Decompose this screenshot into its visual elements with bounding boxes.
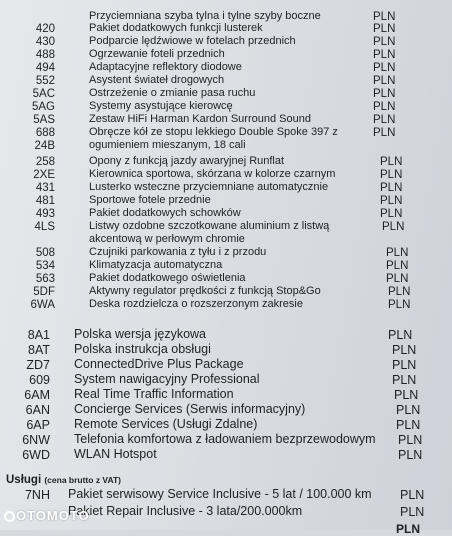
table-row bbox=[0, 22, 452, 36]
table-row bbox=[0, 113, 452, 127]
option-code: 6WA bbox=[30, 299, 55, 311]
option-code: 5AG bbox=[31, 101, 55, 113]
option-code: 552 bbox=[35, 75, 55, 87]
option-price: PLN bbox=[400, 505, 425, 519]
table-row bbox=[0, 74, 452, 88]
table-row bbox=[0, 155, 452, 169]
option-description: Pakiet serwisowy Service Inclusive - 5 lat / 100.000 km bbox=[68, 487, 372, 501]
option-price: PLN bbox=[386, 273, 409, 285]
option-description: Adaptacyjne reflektory diodowe bbox=[89, 61, 242, 73]
table-row bbox=[0, 220, 452, 234]
table-row bbox=[0, 139, 452, 153]
option-code: ZD7 bbox=[26, 358, 50, 372]
option-price: PLN bbox=[373, 62, 396, 74]
option-code: 6AP bbox=[26, 418, 50, 432]
table-row bbox=[0, 298, 452, 312]
option-price: PLN bbox=[373, 36, 396, 48]
option-price: PLN bbox=[396, 418, 421, 432]
option-description: Sportowe fotele przednie bbox=[89, 194, 211, 206]
table-row bbox=[0, 418, 452, 432]
option-code: 494 bbox=[35, 62, 55, 74]
option-description: Pakiet dodatkowych schowków bbox=[89, 207, 241, 219]
table-row bbox=[0, 61, 452, 75]
table-row bbox=[0, 233, 452, 247]
table-row bbox=[0, 207, 452, 221]
option-description: Polska instrukcja obsługi bbox=[74, 342, 211, 356]
table-row bbox=[0, 433, 452, 447]
option-price: PLN bbox=[398, 433, 423, 447]
option-price: PLN bbox=[380, 182, 403, 194]
option-code: 2XE bbox=[33, 169, 55, 181]
services-title: Usługi bbox=[6, 474, 42, 486]
option-description: Telefonia komfortowa z ładowaniem bezprzewodowym bbox=[74, 432, 376, 446]
watermark-ring-icon bbox=[4, 511, 15, 522]
option-description: Czujniki parkowania z tyłu i z przodu bbox=[89, 246, 267, 258]
option-code: 488 bbox=[35, 49, 55, 61]
option-price: PLN bbox=[392, 343, 417, 357]
option-price: PLN bbox=[392, 358, 417, 372]
option-description: Remote Services (Usługi Zdalne) bbox=[74, 417, 258, 431]
option-price: PLN bbox=[380, 208, 403, 220]
option-code: 5AC bbox=[32, 88, 55, 100]
option-price: PLN bbox=[373, 75, 396, 87]
option-code: 5DF bbox=[33, 286, 55, 298]
option-code: 609 bbox=[29, 373, 50, 387]
option-code: 24B bbox=[34, 140, 55, 152]
table-row bbox=[0, 100, 452, 114]
option-description: Opony z funkcją jazdy awaryjnej Runflat bbox=[89, 155, 285, 167]
option-price: PLN bbox=[386, 260, 409, 272]
table-row bbox=[0, 373, 452, 387]
option-description: Aktywny regulator prędkości z funkcją Stop&Go bbox=[89, 285, 321, 297]
table-row bbox=[0, 358, 452, 372]
option-price: PLN bbox=[382, 221, 405, 233]
option-price: PLN bbox=[400, 488, 425, 502]
option-code: 508 bbox=[35, 247, 55, 259]
watermark bbox=[4, 508, 90, 523]
option-description: Obręcze kół ze stopu lekkiego Double Spoke 397 z bbox=[89, 126, 338, 138]
option-price: PLN bbox=[373, 49, 396, 61]
option-description: Lusterko wsteczne przyciemniane automatycznie bbox=[89, 181, 329, 193]
option-description: Kierownica sportowa, skórzana w kolorze czarnym bbox=[89, 168, 336, 180]
option-description: ogumieniem mieszanym, 18 cali bbox=[89, 139, 246, 151]
table-row bbox=[0, 48, 452, 62]
table-row bbox=[0, 126, 452, 140]
option-description: Concierge Services (Serwis informacyjny) bbox=[74, 402, 306, 416]
option-price: PLN bbox=[398, 448, 423, 462]
option-description: Klimatyzacja automatyczna bbox=[89, 259, 223, 271]
option-description: Przyciemniana szyba tylna i tylne szyby boczne bbox=[89, 10, 321, 22]
option-description: ConnectedDrive Plus Package bbox=[74, 357, 244, 371]
option-price: PLN bbox=[373, 114, 396, 126]
services-note: (cena brutto z VAT) bbox=[44, 475, 121, 485]
option-description: Listwy ozdobne szczotkowane aluminium z listwą bbox=[89, 220, 330, 232]
option-price: PLN bbox=[388, 299, 411, 311]
option-description: Pakiet dodatkowego oświetlenia bbox=[89, 272, 246, 284]
option-code: 7NH bbox=[24, 488, 50, 502]
table-row bbox=[0, 403, 452, 417]
table-row bbox=[0, 285, 452, 299]
option-code: 8AT bbox=[28, 343, 50, 357]
option-code: 6WD bbox=[22, 448, 50, 462]
table-row bbox=[0, 448, 452, 462]
option-description: Deska rozdzielcza o rozszerzonym zakresie bbox=[89, 298, 303, 310]
option-description: Asystent świateł drogowych bbox=[89, 74, 225, 86]
option-description: Podparcie lędźwiowe w fotelach przednich bbox=[89, 35, 296, 47]
table-row bbox=[0, 181, 452, 195]
option-code: 481 bbox=[35, 195, 55, 207]
table-row bbox=[0, 259, 452, 273]
table-row bbox=[0, 328, 452, 342]
table-row bbox=[0, 246, 452, 260]
option-description: WLAN Hotspot bbox=[74, 447, 157, 461]
option-code: 430 bbox=[35, 36, 55, 48]
table-row bbox=[0, 272, 452, 286]
option-description: Ostrzeżenie o zmianie pasa ruchu bbox=[89, 87, 256, 99]
option-price: PLN bbox=[388, 328, 413, 342]
watermark-text: OTOMOTO bbox=[16, 508, 90, 523]
option-code: 258 bbox=[35, 156, 55, 168]
option-price: PLN bbox=[388, 286, 411, 298]
option-price: PLN bbox=[373, 88, 396, 100]
option-description: Real Time Traffic Information bbox=[74, 387, 234, 401]
option-description: akcentową w perłowym chromie bbox=[89, 233, 245, 245]
option-price: PLN bbox=[394, 388, 419, 402]
option-description: Pakiet Repair Inclusive - 3 lata/200.000km bbox=[68, 504, 303, 518]
table-row bbox=[0, 194, 452, 208]
option-price: PLN bbox=[373, 23, 396, 35]
table-row bbox=[0, 168, 452, 182]
option-code: 8A1 bbox=[27, 328, 50, 342]
option-price: PLN bbox=[380, 156, 403, 168]
option-description: Zestaw HiFi Harman Kardon Surround Sound bbox=[89, 113, 311, 125]
option-price: PLN bbox=[373, 127, 396, 139]
option-code: 6AM bbox=[24, 388, 50, 402]
option-description: Ogrzewanie foteli przednich bbox=[89, 48, 225, 60]
option-description: System nawigacyjny Professional bbox=[74, 372, 260, 386]
cut-off-price: PLN bbox=[396, 522, 420, 536]
table-row bbox=[0, 87, 452, 101]
option-price: PLN bbox=[380, 169, 403, 181]
option-code: 6NW bbox=[22, 433, 50, 447]
option-code: 493 bbox=[35, 208, 55, 220]
option-code: 534 bbox=[35, 260, 55, 272]
table-row bbox=[0, 35, 452, 49]
option-code: 563 bbox=[35, 273, 55, 285]
option-price: PLN bbox=[373, 101, 396, 113]
option-price: PLN bbox=[373, 11, 396, 23]
option-code: 688 bbox=[35, 127, 55, 139]
option-code: 6AN bbox=[25, 403, 50, 417]
option-price: PLN bbox=[392, 373, 417, 387]
option-code: 431 bbox=[35, 182, 55, 194]
table-row bbox=[0, 343, 452, 357]
option-price: PLN bbox=[380, 195, 403, 207]
option-price: PLN bbox=[386, 247, 409, 259]
services-section-heading bbox=[6, 474, 121, 486]
option-description: Polska wersja językowa bbox=[74, 327, 206, 341]
option-code: 420 bbox=[35, 23, 55, 35]
option-description: Systemy asystujące kierowcę bbox=[89, 100, 233, 112]
table-row bbox=[0, 388, 452, 402]
option-price: PLN bbox=[396, 403, 421, 417]
option-description: Pakiet dodatkowych funkcji lusterek bbox=[89, 22, 263, 34]
option-code: 5AS bbox=[33, 114, 55, 126]
option-code: 4LS bbox=[34, 221, 55, 233]
table-row bbox=[0, 488, 452, 502]
